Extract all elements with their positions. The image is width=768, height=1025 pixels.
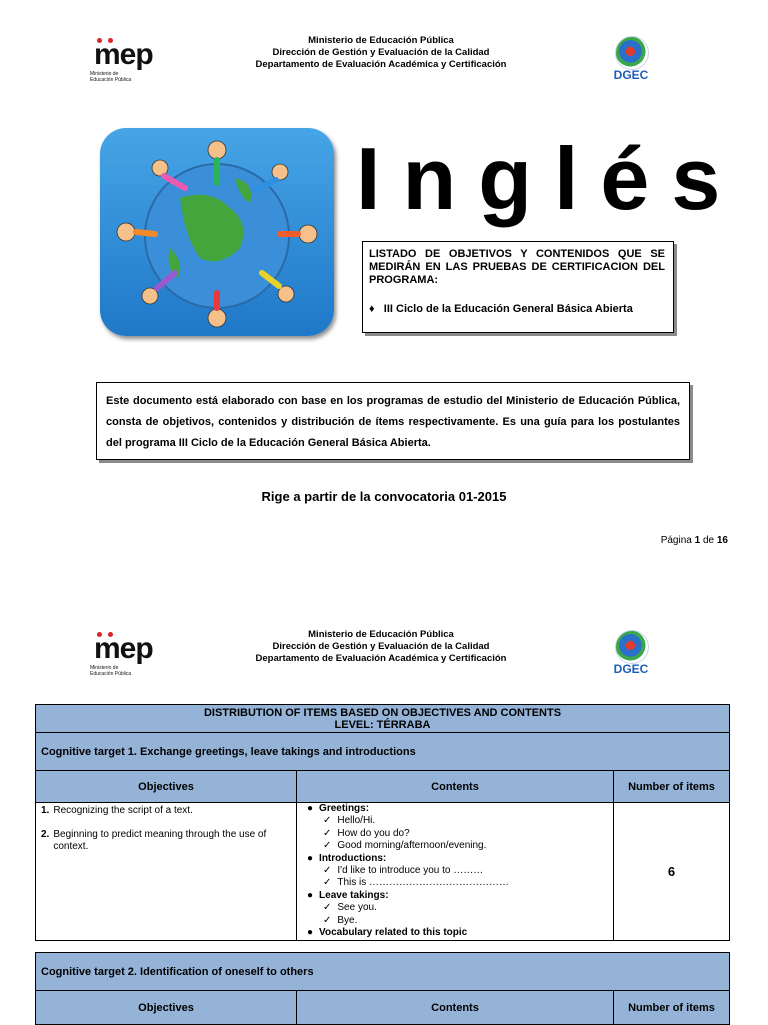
header-text — [221, 35, 541, 71]
col-header-objectives: Objectives — [36, 991, 297, 1025]
objectives-cell — [36, 803, 297, 941]
effective-date: Rige a partir de la convocatoria 01-2015 — [261, 489, 507, 504]
dgec-logo-text: DGEC — [613, 68, 649, 82]
cognitive-target-2: Cognitive target 2. Identification of oneself to others — [36, 953, 730, 991]
mep-logo-subtitle: Educación Pública — [90, 77, 132, 83]
mep-logo-subtitle: Ministerio de — [90, 665, 119, 671]
header-text — [221, 629, 541, 665]
bullet-icon: ● — [307, 803, 314, 814]
distribution-table — [35, 704, 730, 941]
col-header-items: Number of items — [614, 991, 730, 1025]
cognitive-target-1: Cognitive target 1. Exchange greetings, leave takings and introductions — [36, 733, 730, 771]
header-line: Dirección de Gestión y Evaluación de la Calidad — [272, 47, 490, 58]
header-line: Departamento de Evaluación Académica y Certificación — [255, 653, 507, 664]
col-header-objectives: Objectives — [36, 771, 297, 803]
globe-icon — [615, 630, 649, 664]
mep-logo — [88, 38, 178, 88]
mep-logo-subtitle: Educación Pública — [90, 671, 132, 677]
mep-logo-subtitle: Ministerio de — [90, 71, 119, 77]
dgec-logo — [611, 36, 651, 82]
description-box — [96, 382, 690, 460]
check-icon: ✓ — [323, 840, 332, 852]
bullet-icon: ● — [307, 927, 314, 939]
objectives-box-text: LISTADO DE OBJETIVOS Y CONTENIDOS QUE SE MEDIRÁN EN LAS PRUEBAS DE CERTIFICACION DEL PROGRAMA: — [369, 248, 665, 286]
dgec-logo-text: DGEC — [613, 662, 649, 676]
bullet-icon: ● — [307, 889, 314, 901]
check-icon: ✓ — [323, 827, 332, 839]
mep-logo — [88, 632, 178, 682]
items-count: 6 — [614, 803, 730, 941]
header-line: Dirección de Gestión y Evaluación de la Calidad — [272, 641, 490, 652]
header-line: Departamento de Evaluación Académica y Certificación — [255, 59, 507, 70]
program-item — [369, 303, 633, 315]
page-title: Inglés — [356, 129, 743, 228]
distribution-table-2 — [35, 952, 730, 1025]
check-icon: ✓ — [323, 914, 332, 926]
header-line: Ministerio de Educación Pública — [308, 35, 454, 46]
check-icon: ✓ — [323, 902, 332, 914]
col-header-items: Number of items — [614, 771, 730, 803]
check-icon: ✓ — [323, 877, 332, 889]
bullet-icon: ● — [307, 852, 314, 864]
col-header-contents: Contents — [297, 771, 614, 803]
globe-icon — [615, 36, 649, 70]
table-title: DISTRIBUTION OF ITEMS BASED ON OBJECTIVES AND CONTENTS LEVEL: TÉRRABA — [36, 705, 730, 733]
dgec-logo — [611, 630, 651, 676]
mep-logo-text: mep — [94, 632, 153, 665]
program-item-text: III Ciclo de la Educación General Básica Abierta — [383, 303, 633, 315]
check-icon: ✓ — [323, 815, 332, 827]
mep-logo-text: mep — [94, 38, 153, 71]
objectives-box — [362, 241, 674, 333]
list-item: 2. Beginning to predict meaning through the use of context. — [41, 829, 267, 852]
check-icon: ✓ — [323, 865, 332, 877]
diamond-bullet-icon: ♦ — [369, 303, 375, 315]
col-header-contents: Contents — [297, 991, 614, 1025]
list-item: 1. Recognizing the script of a text. — [41, 805, 193, 816]
description-text: Este documento está elaborado con base en los programas de estudio del Ministerio de Educación Pública, consta de objetivos, contenidos y distribución de ítems respectivamente. Es una guía para los postulantes del programa III Ciclo de la Educación General Básica Abierta. — [106, 395, 680, 449]
children-globe-illustration — [100, 128, 334, 336]
page-number: Página 1 de 16 — [660, 535, 728, 546]
header-line: Ministerio de Educación Pública — [308, 629, 454, 640]
contents-cell: ● Greetings: ✓ Hello/Hi. ✓ How do you do? ✓ Good morning/afternoon/evening. ● Introductions: ✓ I'd like to introduce you to ……… ✓ This is …………………………………… ● Leave takings: ✓ See you. ✓ Bye. ● Vocabulary related to this topic — [297, 803, 614, 941]
